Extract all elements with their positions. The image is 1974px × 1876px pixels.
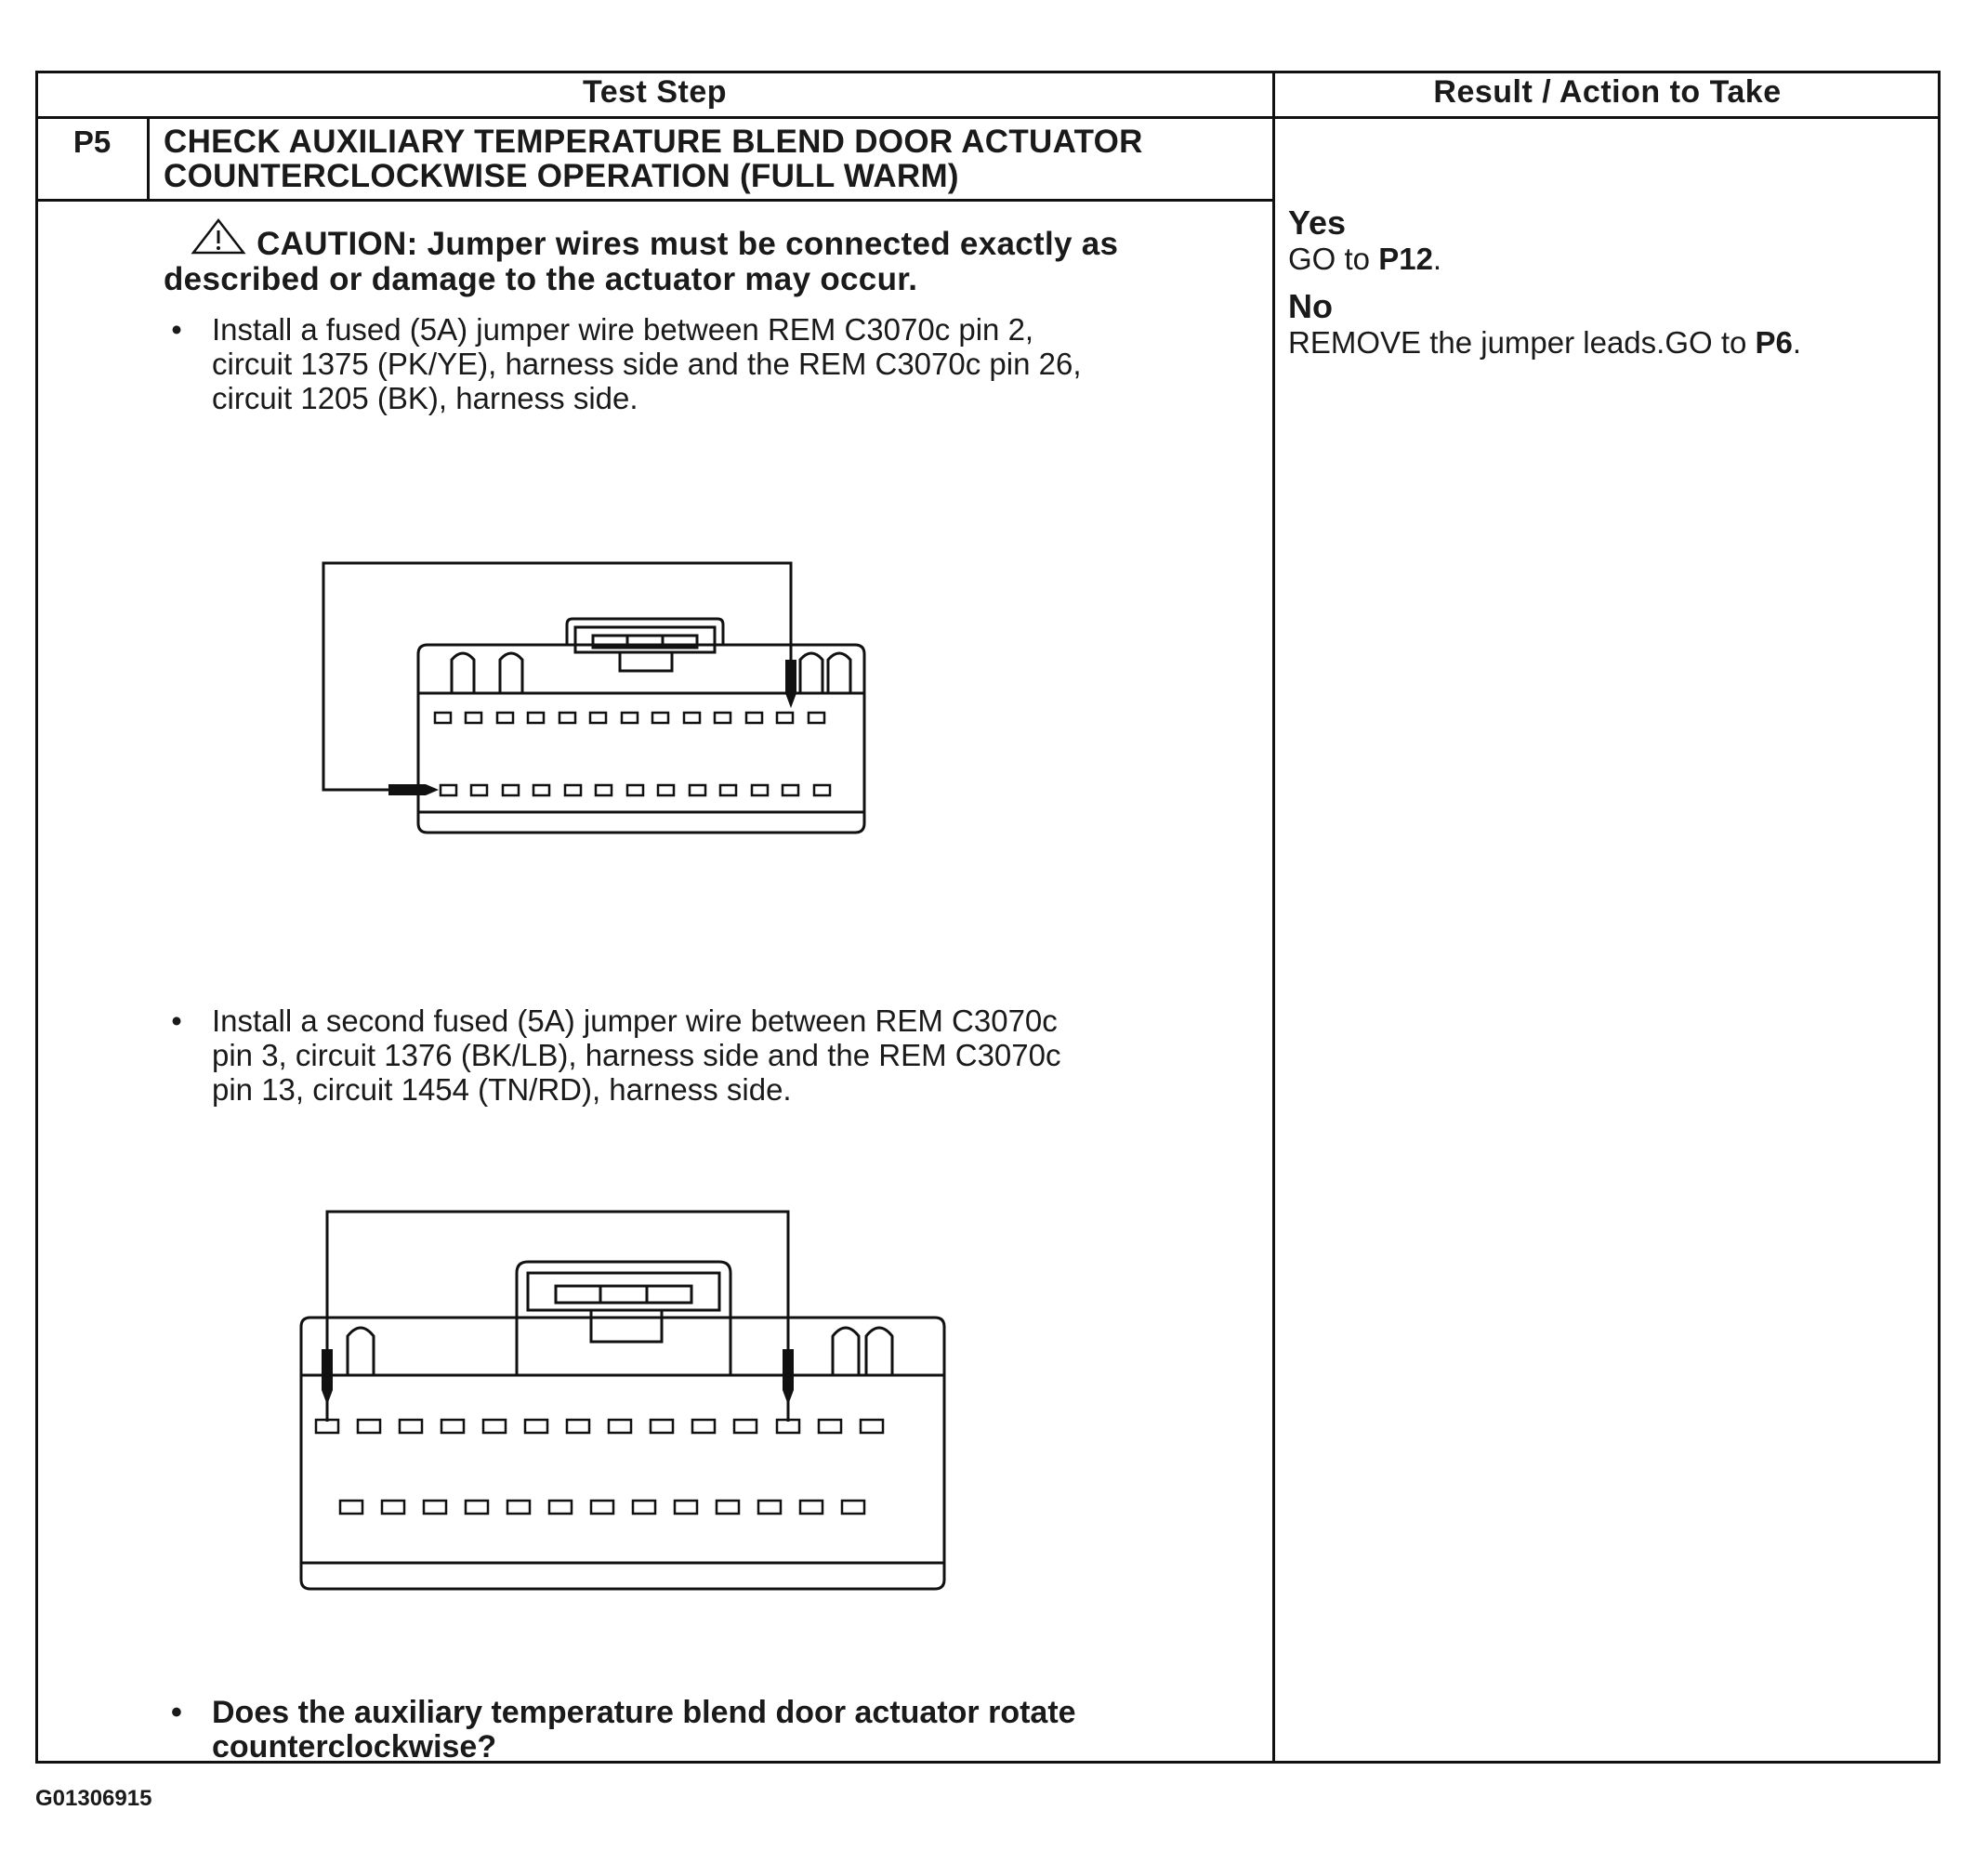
connector-diagram-2 (279, 1199, 967, 1607)
step-title-line: COUNTERCLOCKWISE OPERATION (FULL WARM) (164, 158, 959, 194)
connector-body (301, 1318, 944, 1589)
result-yes-label: Yes (1288, 203, 1347, 242)
connector-body (418, 645, 864, 833)
result-yes-target: P12 (1378, 242, 1433, 276)
result-no-action (1288, 325, 1920, 361)
result-yes (1288, 204, 1920, 277)
result-no-target: P6 (1755, 325, 1793, 360)
connector-diagram-1 (316, 558, 874, 846)
pin-row-bottom (340, 1501, 864, 1514)
question-line: Does the auxiliary temperature blend door actuator rotate (212, 1695, 1076, 1730)
column-divider (1272, 71, 1275, 1764)
question-bullet (158, 1696, 1227, 1764)
result-yes-prefix: GO to (1288, 242, 1379, 276)
result-no-prefix: REMOVE the jumper leads.GO to (1288, 325, 1756, 360)
pin-row-bottom (441, 785, 830, 795)
caution-text: described or damage to the actuator may occur. (164, 261, 918, 297)
instruction-line: Install a second fused (5A) jumper wire between REM C3070c (212, 1004, 1058, 1038)
pin-row-top (435, 713, 824, 723)
column-header-test-step: Test Step (582, 74, 727, 110)
probe-tip (388, 660, 796, 795)
step-title-line: CHECK AUXILIARY TEMPERATURE BLEND DOOR ACTUATOR (164, 124, 1143, 160)
jumper-wire (323, 563, 791, 790)
instruction-line: circuit 1205 (BK), harness side. (212, 381, 638, 415)
step-id-divider (147, 116, 150, 201)
pin-row-top (316, 1420, 883, 1433)
instruction-bullet-1 (158, 312, 1227, 415)
bullet-dot: • (171, 1695, 182, 1730)
probe-tip (322, 1349, 794, 1405)
title-divider (35, 199, 1274, 202)
figure-id: G01306915 (35, 1786, 152, 1811)
result-no-suffix: . (1792, 325, 1802, 360)
caution-text: CAUTION: Jumper wires must be connected exactly as (257, 226, 1119, 262)
result-yes-action (1288, 242, 1920, 277)
locking-tab (567, 619, 723, 645)
result-no (1288, 288, 1920, 361)
instruction-line: circuit 1375 (PK/YE), harness side and the REM C3070c pin 26, (212, 347, 1082, 381)
step-title (164, 125, 1260, 193)
bullet-dot: • (171, 1004, 182, 1038)
bullet-dot: • (171, 312, 182, 347)
instruction-line: Install a fused (5A) jumper wire between REM C3070c pin 2, (212, 312, 1034, 347)
warning-triangle-icon (190, 217, 247, 256)
instruction-line: pin 13, circuit 1454 (TN/RD), harness side. (212, 1072, 792, 1107)
header-divider (35, 116, 1941, 119)
column-header-result-action: Result / Action to Take (1433, 74, 1782, 110)
result-yes-suffix: . (1432, 242, 1442, 276)
step-id: P5 (72, 125, 112, 159)
result-no-label: No (1288, 287, 1333, 325)
question-line: counterclockwise? (212, 1729, 497, 1764)
instruction-line: pin 3, circuit 1376 (BK/LB), harness side and the REM C3070c (212, 1038, 1061, 1072)
instruction-bullet-2 (158, 1004, 1227, 1107)
caution-note (164, 217, 1260, 297)
